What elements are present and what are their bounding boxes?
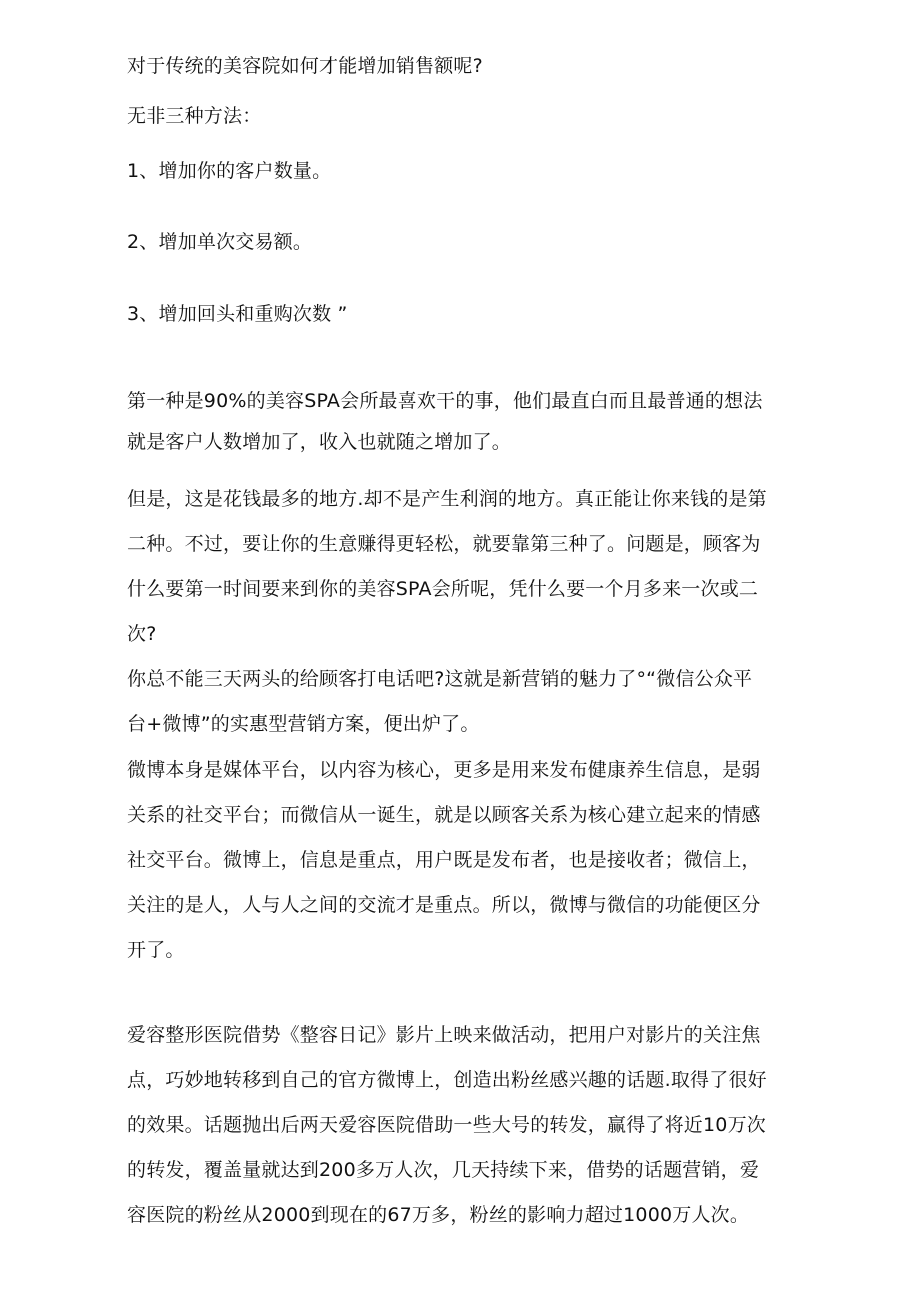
paragraph-line: 什么要第一时间要来到你的美容SPA会所呢，凭什么要一个月多来一次或二 [127, 578, 759, 600]
paragraph-line: 关系的社交平台；而微信从一诞生，就是以顾客关系为核心建立起来的情感 [127, 804, 761, 826]
methods-heading: 无非三种方法： [127, 105, 262, 127]
paragraph-line: 微博本身是媒体平台，以内容为核心，更多是用来发布健康养生信息，是弱 [127, 759, 761, 781]
intro-block [127, 50, 807, 83]
paragraph-line: 的转发，覆盖量就达到200多万人次，几天持续下来，借势的话题营销，爱 [127, 1159, 760, 1181]
paragraph-line: 社交平台。微博上，信息是重点，用户既是发布者，也是接收者；微信上， [127, 849, 761, 871]
paragraph-2 [127, 482, 807, 652]
paragraph-line: 你总不能三天两头的给顾客打电话吧?这就是新营销的魅力了°“微信公众平 [127, 668, 753, 690]
method-item [127, 226, 807, 259]
paragraph-4 [127, 753, 807, 968]
method-item [127, 298, 807, 331]
method-item-1: 1、增加你的客户数量。 [127, 160, 332, 182]
paragraph-line: 爱容整形医院借势《整容日记》影片上映来做活动，把用户对影片的关注焦 [127, 1024, 761, 1046]
paragraph-line: 二种。不过，要让你的生意赚得更轻松，就要靠第三种了。问题是，顾客为 [127, 533, 761, 555]
paragraph-line: 的效果。话题抛出后两天爱容医院借助一些大号的转发，赢得了将近10万次 [127, 1114, 766, 1136]
paragraph-line: 第一种是90%的美容SPA会所最喜欢干的事，他们最直白而且最普通的想法 [127, 390, 763, 412]
paragraph-line: 但是，这是花钱最多的地方.却不是产生利润的地方。真正能让你来钱的是第 [127, 488, 767, 510]
paragraph-3 [127, 662, 807, 742]
method-item-2: 2、增加单次交易额。 [127, 231, 313, 253]
method-item [127, 155, 807, 188]
paragraph-line: 开了。 [127, 939, 185, 961]
paragraph-line: 点，巧妙地转移到自己的官方微博上，创造出粉丝感兴趣的话题.取得了很好 [127, 1069, 767, 1091]
paragraph-line: 次? [127, 623, 157, 645]
paragraph-5 [127, 1018, 807, 1233]
methods-heading-block [127, 100, 807, 133]
intro-question: 对于传统的美容院如何才能增加销售额呢? [127, 55, 483, 77]
method-item-3: 3、增加回头和重购次数 ” [127, 303, 348, 325]
paragraph-line: 台+微博”的实惠型营销方案，便出炉了。 [127, 713, 480, 735]
paragraph-line: 关注的是人，人与人之间的交流才是重点。所以，微博与微信的功能便区分 [127, 894, 761, 916]
paragraph-1 [127, 384, 807, 460]
paragraph-line: 容医院的粉丝从2000到现在的67万多，粉丝的影响力超过1000万人次。 [127, 1204, 750, 1226]
paragraph-line: 就是客户人数增加了，收入也就随之增加了。 [127, 431, 512, 453]
